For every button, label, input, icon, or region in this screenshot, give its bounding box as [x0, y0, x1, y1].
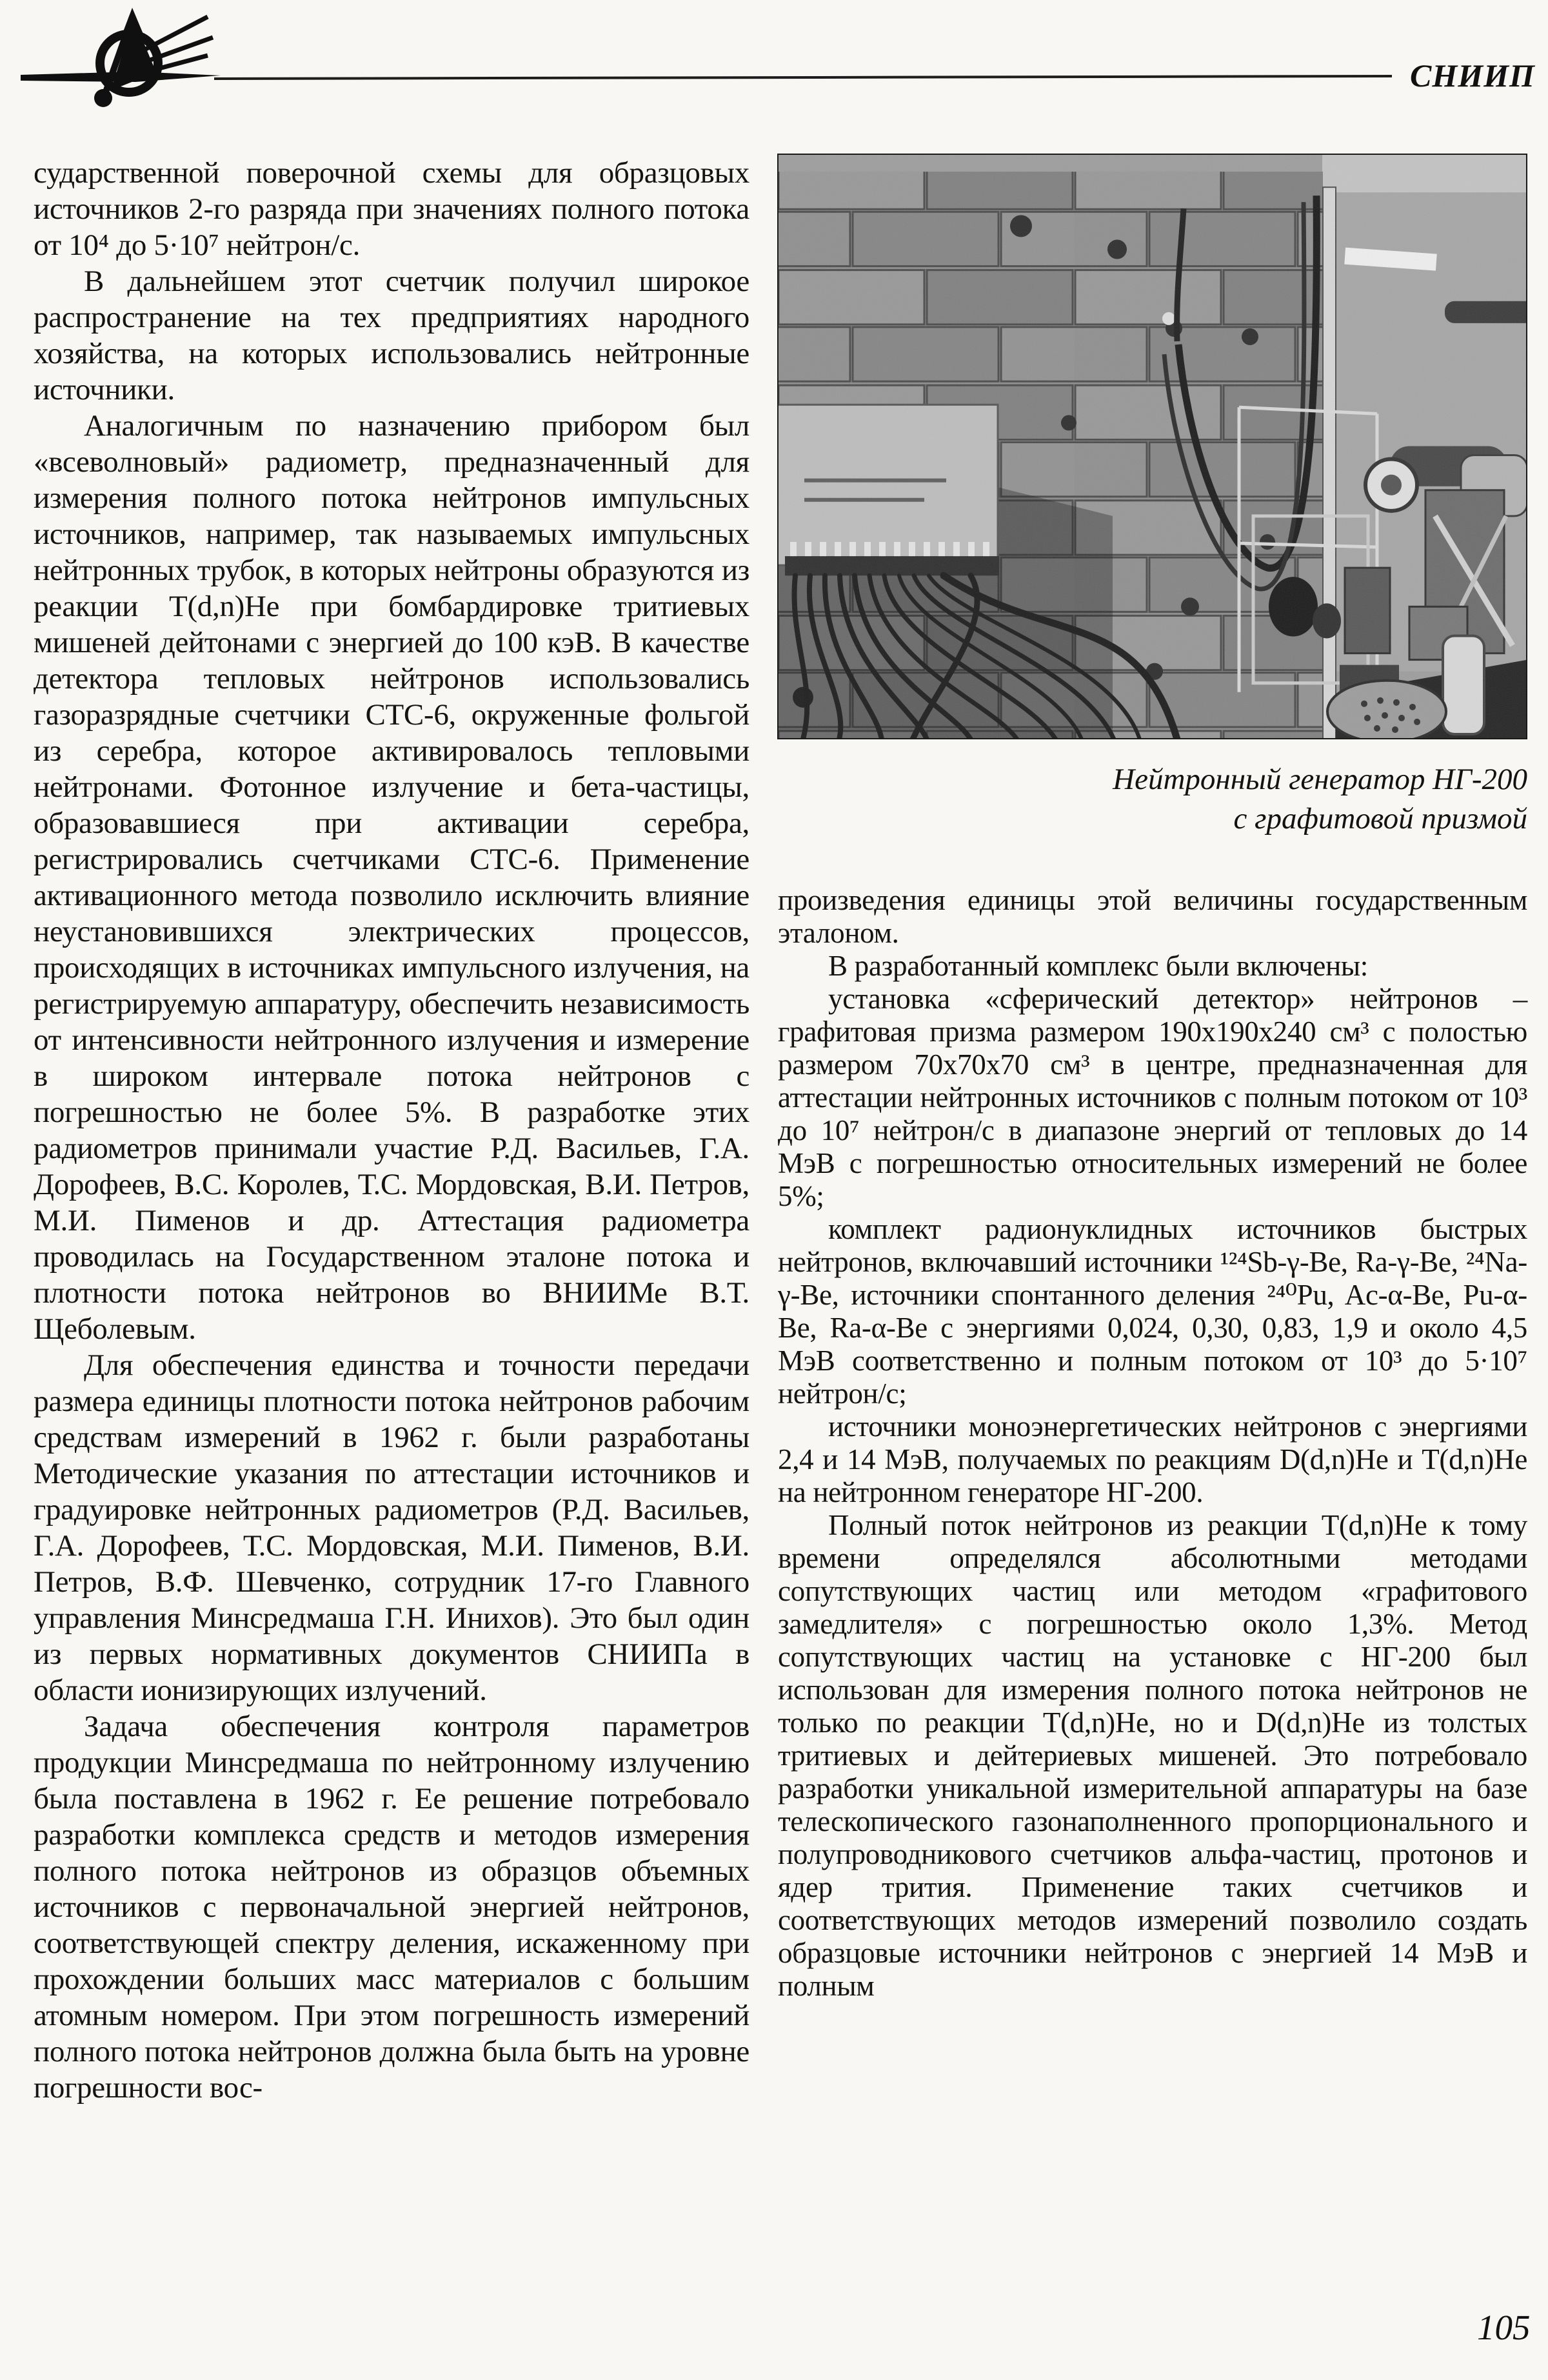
- paragraph: Задача обеспечения контроля параметров продукции Минсредмаша по нейтронному излучению была поставлена в 1962 г. Ее решение потребовало разработки комплекса средств и методов измерения полного потока нейтронов из образцов объемных источников с первоначальной энергией нейтронов, соответствующей спектру деления, искаженному при прохождении больших масс материалов с большим атомным номером. При этом погрешность измерений полного потока нейтронов должна была быть на уровне погрешности вос-: [34, 1710, 749, 2105]
- sniip-emblem-and-rule: [0, 0, 1548, 129]
- left-text-column: [34, 155, 749, 2106]
- photo-neutron-generator-image: [777, 154, 1527, 739]
- paragraph: Для обеспечения единства и точности передачи размера единицы плотности потока нейтронов рабочим средствам измерений в 1962 г. были разработаны Методические указания по аттестации источников и градуировке нейтронных радиометров (Р.Д. Васильев, Г.А. Дорофеев, Т.С. Мордовская, М.И. Пименов, В.И. Петров, В.Ф. Шевченко, сотрудник 17-го Главного управления Минсредмаша Г.Н. Инихов). Это был один из первых нормативных документов СНИИПа в области ионизирующих излучений.: [34, 1348, 749, 1707]
- paragraph: произведения единицы этой величины государственным эталоном.: [778, 884, 1527, 949]
- paragraph: сударственной поверочной схемы для образцовых источников 2-го разряда при значениях полного потока от 10⁴ до 5·10⁷ нейтрон/с.: [34, 156, 749, 262]
- paragraph: Аналогичным по назначению прибором был «всеволновый» радиометр, предназначенный для измерения полного потока нейтронов импульсных источников, например, так называемых импульсных нейтронных трубок, в которых нейтроны образуются из реакции T(d,n)He при бомбардировке тритиевых мишеней дейтонами с энергией до 100 кэВ. В качестве детектора тепловых нейтронов использовались газоразрядные счетчики СТС-6, окруженные фольгой из серебра, которое активировалось тепловыми нейтронами. Фотонное излучение и бета-частицы, образовавшиеся при активации серебра, регистрировались счетчиками СТС-6. Применение активационного метода позволило исключить влияние неустановившихся электрических процессов, происходящих в источниках импульсного излучения, на регистрируемую аппаратуру, обеспечить независимость от интенсивности нейтронного излучения и измерение в широком интервале потока нейтронов с погрешностью не более 5%. В разработке этих радиометров принимали участие Р.Д. Васильев, Г.А. Дорофеев, В.С. Королев, Т.С. Мордовская, В.И. Петров, М.И. Пименов и др. Аттестация радиометра проводилась на Государственном эталоне потока и плотности потока нейтронов во ВНИИМе В.Т. Щеболевым.: [34, 409, 749, 1346]
- right-text-column: [778, 884, 1527, 2003]
- figure-caption: [777, 760, 1527, 839]
- figure-caption-line1: Нейтронный генератор НГ-200: [1113, 763, 1527, 796]
- paragraph: источники моноэнергетических нейтронов с энергиями 2,4 и 14 МэВ, получаемых по реакциям D(d,n)He и T(d,n)He на нейтронном генераторе НГ-200.: [778, 1410, 1527, 1508]
- header-rule: [214, 76, 1392, 79]
- paragraph: установка «сферический детектор» нейтронов – графитовая призма размером 190x190x240 см³ с полостью размером 70x70x70 см³ в центре, предназначенная для аттестации нейтронных источников с полным потоком от 10³ до 10⁷ нейтрон/с в диапазоне энергий от тепловых до 14 МэВ с погрешностью относительных измерений не более 5%;: [778, 983, 1527, 1212]
- page-number: 105: [1477, 2308, 1531, 2347]
- paragraph: комплект радионуклидных источников быстрых нейтронов, включавший источники ¹²⁴Sb-γ-Be, Ra-γ-Be, ²⁴Na-γ-Be, источники спонтанного деления ²⁴⁰Pu, Ac-α-Be, Pu-α-Be, Ra-α-Be с энергиями 0,024, 0,30, 0,83, 1,9 и около 4,5 МэВ соответственно и полным потоком от 10³ до 5·10⁷ нейтрон/с;: [778, 1213, 1527, 1410]
- journal-brand: СНИИП: [1410, 57, 1535, 94]
- figure-caption-line2: с графитовой призмой: [1233, 802, 1527, 835]
- paragraph: В дальнейшем этот счетчик получил широкое распространение на тех предприятиях народного хозяйства, на которых использовались нейтронные источники.: [34, 265, 749, 406]
- paragraph: Полный поток нейтронов из реакции T(d,n)He к тому времени определялся абсолютными методами сопутствующих частиц или методом «графитового замедлителя» с погрешностью около 1,3%. Метод сопутствующих частиц на установке с НГ-200 был использован для измерения полного потока нейтронов не только по реакции T(d,n)He, но и D(d,n)He из толстых тритиевых и дейтериевых мишеней. Это потребовало разработки уникальной измерительной аппаратуры на базе телескопического газонаполненного пропорционального и полупроводникового счетчиков альфа-частиц, протонов и ядер трития. Применение таких счетчиков и соответствующих методов измерений позволило создать образцовые источники нейтронов с энергией 14 МэВ и полным: [778, 1509, 1527, 2002]
- figure-neutron-generator: [777, 154, 1527, 739]
- paragraph: В разработанный комплекс были включены:: [828, 950, 1368, 982]
